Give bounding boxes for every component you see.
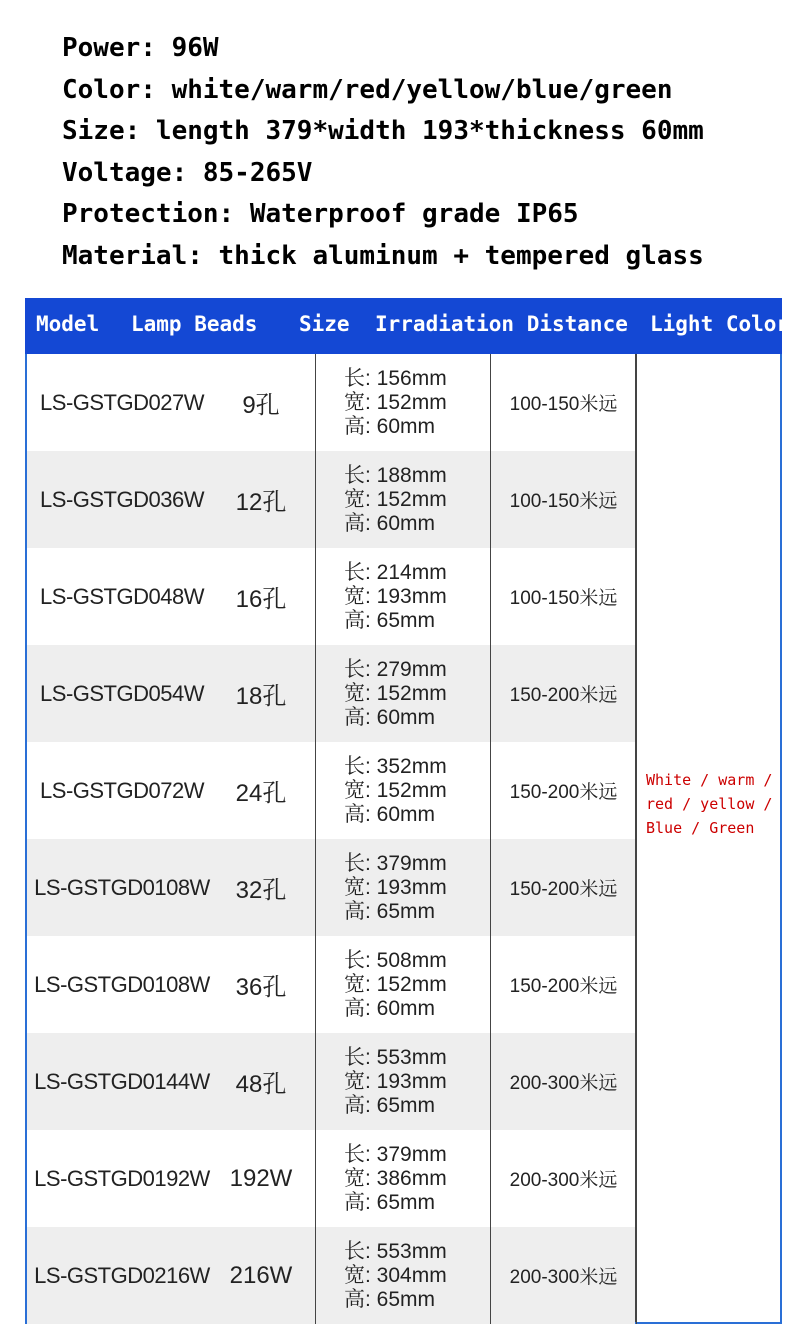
- model-cell: LS-GSTGD0192W: [34, 1165, 210, 1191]
- table-row: [27, 936, 635, 1033]
- model-cell: LS-GSTGD0108W: [34, 971, 210, 997]
- table-row: [27, 548, 635, 645]
- size-line: 宽: 152mm: [344, 972, 447, 996]
- spec-color: Color: white/warm/red/yellow/blue/green: [62, 74, 673, 105]
- size-cell: [315, 742, 490, 839]
- distance-cell: 150-200米远: [490, 645, 637, 742]
- size-cell: [315, 1130, 490, 1227]
- size-line: 长: 553mm: [344, 1239, 447, 1263]
- table-row: [27, 839, 635, 936]
- size-line: 长: 553mm: [344, 1045, 447, 1069]
- size-line: 高: 60mm: [344, 511, 436, 535]
- size-line: 高: 65mm: [344, 608, 436, 632]
- size-line: 高: 65mm: [344, 1093, 436, 1117]
- header-irradiation-distance: Irradiation Distance: [375, 312, 628, 336]
- table-row: [27, 1130, 635, 1227]
- model-cell: LS-GSTGD072W: [40, 777, 204, 803]
- spec-voltage: Voltage: 85-265V: [62, 157, 313, 188]
- table-row: [27, 451, 635, 548]
- lamp-beads-cell: 18孔: [235, 683, 287, 710]
- lamp-beads-cell: 216W: [229, 1261, 293, 1289]
- table-row: [27, 645, 635, 742]
- distance-cell: 200-300米远: [490, 1130, 637, 1227]
- size-line: 宽: 152mm: [344, 390, 447, 414]
- size-line: 宽: 193mm: [344, 875, 447, 899]
- lamp-beads-cell: 24孔: [235, 780, 287, 807]
- light-color-line: red / yellow /: [646, 795, 773, 813]
- size-line: 宽: 152mm: [344, 487, 447, 511]
- size-line: 长: 214mm: [344, 560, 447, 584]
- size-line: 高: 60mm: [344, 705, 436, 729]
- size-cell: [315, 1227, 490, 1324]
- spec-protection: Protection: Waterproof grade IP65: [62, 199, 579, 230]
- distance-cell: 200-300米远: [490, 1227, 637, 1324]
- size-line: 长: 379mm: [344, 1142, 447, 1166]
- size-line: 长: 156mm: [344, 366, 447, 390]
- size-line: 高: 60mm: [344, 802, 436, 826]
- size-line: 宽: 193mm: [344, 1069, 447, 1093]
- lamp-beads-cell: 48孔: [235, 1071, 287, 1098]
- header-size: Size: [299, 312, 350, 336]
- size-cell: [315, 451, 490, 548]
- light-color-cell: [635, 354, 781, 1322]
- model-cell: LS-GSTGD048W: [40, 583, 204, 609]
- spec-list: [62, 28, 704, 278]
- lamp-beads-cell: 192W: [229, 1164, 293, 1192]
- size-cell: [315, 645, 490, 742]
- header-lamp-beads: Lamp Beads: [131, 312, 258, 336]
- distance-cell: 150-200米远: [490, 839, 637, 936]
- size-line: 高: 65mm: [344, 899, 436, 923]
- lamp-beads-cell: 12孔: [235, 489, 287, 516]
- size-line: 高: 60mm: [344, 414, 436, 438]
- size-line: 长: 188mm: [344, 463, 447, 487]
- model-cell: LS-GSTGD0216W: [34, 1262, 210, 1288]
- size-cell: [315, 1033, 490, 1130]
- light-color-line: White / warm /: [646, 771, 773, 789]
- header-model: Model: [36, 312, 100, 336]
- size-line: 长: 279mm: [344, 657, 447, 681]
- table-header: [25, 298, 790, 354]
- size-line: 宽: 304mm: [344, 1263, 447, 1287]
- product-table: [25, 298, 800, 1328]
- size-line: 高: 65mm: [344, 1190, 436, 1214]
- model-cell: LS-GSTGD0144W: [34, 1068, 210, 1094]
- distance-cell: 150-200米远: [490, 936, 637, 1033]
- distance-cell: 100-150米远: [490, 451, 637, 548]
- size-line: 高: 65mm: [344, 1287, 436, 1311]
- header-light-color: Light Color: [650, 312, 790, 336]
- lamp-beads-cell: 32孔: [235, 877, 287, 904]
- size-cell: [315, 548, 490, 645]
- lamp-beads-cell: 36孔: [235, 974, 287, 1001]
- table-row: [27, 354, 635, 451]
- spec-power: Power: 96W: [62, 33, 219, 63]
- size-line: 高: 60mm: [344, 996, 436, 1020]
- model-cell: LS-GSTGD054W: [40, 680, 204, 706]
- table-body: [25, 354, 782, 1324]
- lamp-beads-cell: 16孔: [235, 586, 287, 613]
- size-line: 长: 508mm: [344, 948, 447, 972]
- size-line: 宽: 386mm: [344, 1166, 447, 1190]
- table-row: [27, 742, 635, 839]
- model-cell: LS-GSTGD0108W: [34, 874, 210, 900]
- spec-material: Material: thick aluminum + tempered glass: [62, 240, 704, 271]
- distance-cell: 100-150米远: [490, 354, 637, 451]
- size-line: 宽: 152mm: [344, 681, 447, 705]
- model-cell: LS-GSTGD027W: [40, 389, 204, 415]
- distance-cell: 150-200米远: [490, 742, 637, 839]
- model-cell: LS-GSTGD036W: [40, 486, 204, 512]
- table-row: [27, 1033, 635, 1130]
- size-cell: [315, 936, 490, 1033]
- light-color-line: Blue / Green: [646, 819, 755, 837]
- size-line: 宽: 193mm: [344, 584, 447, 608]
- spec-size: Size: length 379*width 193*thickness 60mm: [62, 116, 704, 147]
- size-cell: [315, 839, 490, 936]
- distance-cell: 200-300米远: [490, 1033, 637, 1130]
- table-row: [27, 1227, 635, 1324]
- size-cell: [315, 354, 490, 451]
- size-line: 长: 379mm: [344, 851, 447, 875]
- size-line: 宽: 152mm: [344, 778, 447, 802]
- size-line: 长: 352mm: [344, 754, 447, 778]
- lamp-beads-cell: 9孔: [242, 392, 280, 419]
- distance-cell: 100-150米远: [490, 548, 637, 645]
- light-color-text: [646, 768, 772, 840]
